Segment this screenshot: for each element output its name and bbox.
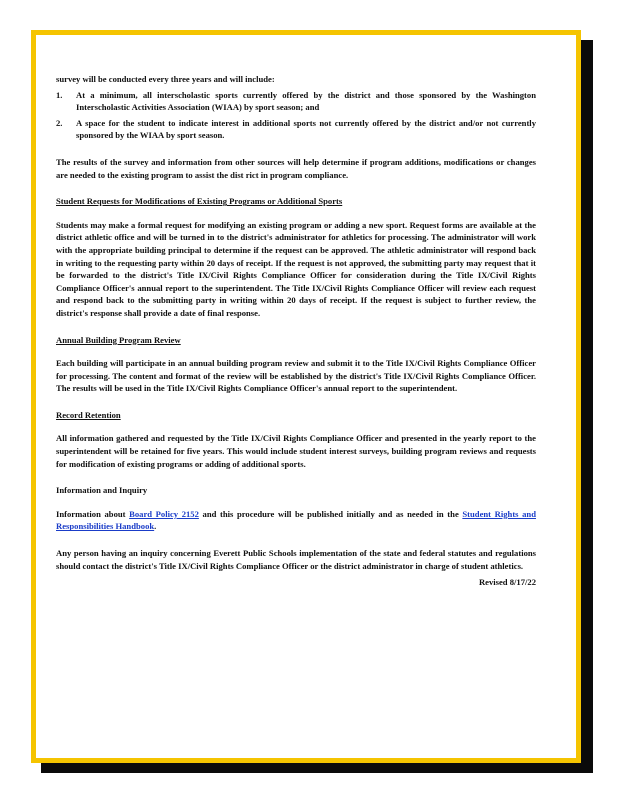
list-text: At a minimum, all interscholastic sports currently offered by the district and those sponsored by the Washington Interscholastic Activities Association (WIAA) by sport season; and xyxy=(76,89,536,113)
annual-review-body: Each building will participate in an annual building program review and submit it to the Title IX/Civil Rights Compliance Officer for processing. The content and format of the review will be established by the district's Title IX/Civil Rights Compliance Officer. The results will be used in the Title IX/Civil Rights Compliance Officer's annual report to the superintendent. xyxy=(56,358,536,394)
inquiry-text-end: . xyxy=(154,521,157,532)
document-page xyxy=(31,30,581,763)
list-item xyxy=(56,117,536,142)
revised-date: Revised 8/17/22 xyxy=(478,577,536,588)
list-number: 2. xyxy=(56,117,63,128)
inquiry-paragraph: Any person having an inquiry concerning Everett Public Schools implementation of the state and federal statutes and regulations should contact the district's Title IX/Civil Rights Compliance Officer or the district administrator in charge of student athletics. xyxy=(56,548,536,571)
inquiry-text-middle: and this procedure will be published initially and as needed in the xyxy=(198,508,463,519)
list-text: A space for the student to indicate interest in additional sports not currently offered by the district and/or not currently sponsored by the WIAA by sport season. xyxy=(76,117,536,141)
survey-list xyxy=(56,89,536,142)
handbook-link[interactable]: Student Rights and Responsibilities Handbook xyxy=(56,508,536,532)
student-requests-body: Students may make a formal request for modifying an existing program or adding a new sport. Request forms are available at the district athletic office and will be turned in to the district's administrator for athletics for processing. The administrator will work with the appropriate building principal to determine if the request can be approved. The athletic administrator will respond back in writing to the requesting party within 20 days of receipt. If the request is not approved, the submitting party may request that it be forwarded to the district's Title IX/Civil Rights Compliance Officer for consideration during the Title IX/Civil Rights Compliance Officer's annual report to the superintendent. The Title IX/Civil Rights Compliance Officer will review each request and respond back to the submitting party in writing within 20 days of receipt. If the request is subject to further review, the district's response shall provide a date of final response. xyxy=(56,219,536,318)
information-inquiry-heading: Information and Inquiry xyxy=(56,485,148,496)
record-retention-heading: Record Retention xyxy=(56,409,121,420)
student-requests-heading: Student Requests for Modifications of Existing Programs or Additional Sports xyxy=(56,196,343,207)
document-body xyxy=(56,73,536,589)
list-number: 1. xyxy=(56,89,63,100)
board-policy-link[interactable]: Board Policy 2152 xyxy=(129,508,199,519)
intro-text: survey will be conducted every three years and will include: xyxy=(56,74,275,84)
list-item xyxy=(56,89,536,114)
annual-review-heading: Annual Building Program Review xyxy=(56,334,181,345)
record-retention-body: All information gathered and requested by the Title IX/Civil Rights Compliance Officer and presented in the yearly report to the superintendent will be retained for five years. This would include student interest surveys, building program reviews and requests for modification of existing programs or adding of additional sports. xyxy=(56,433,536,469)
inquiry-text-start: Information about xyxy=(56,508,130,519)
results-paragraph: The results of the survey and information from other sources will help determine if program additions, modifications or changes are needed to the existing program to assist the dist rict in program compliance. xyxy=(56,156,536,180)
information-inquiry-body xyxy=(56,508,536,533)
